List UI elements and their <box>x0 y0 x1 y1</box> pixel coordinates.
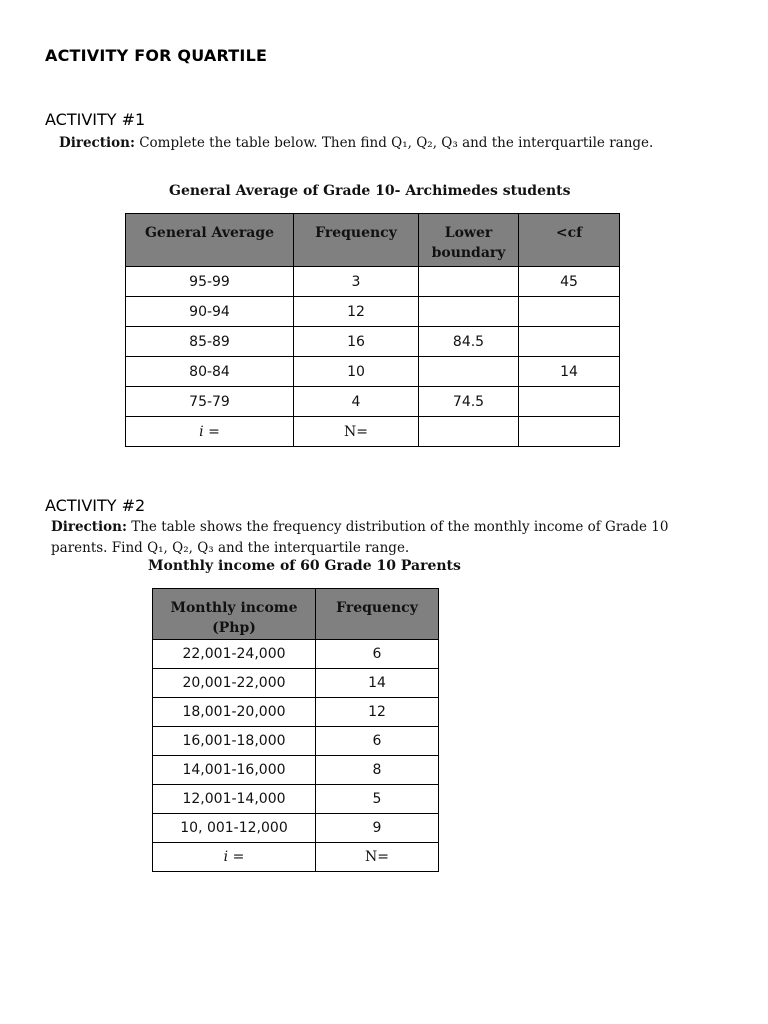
frequency-cell: 4 <box>294 387 419 417</box>
class-interval-cell: 90-94 <box>126 297 294 327</box>
table-row <box>126 297 620 327</box>
income-interval-cell: 10, 001-12,000 <box>153 814 316 843</box>
frequency-cell: 16 <box>294 327 419 357</box>
direction-label: Direction: <box>51 519 127 535</box>
table-row <box>153 785 439 814</box>
table-row <box>126 267 620 297</box>
column-header: <cf <box>519 214 620 267</box>
table-row <box>126 387 620 417</box>
class-width-cell[interactable]: i = <box>153 843 316 872</box>
activity-2-direction <box>51 517 681 559</box>
direction-text: The table shows the frequency distribution of the monthly income of Grade 10 parents. Find Q₁, Q₂, Q₃ and the interquartile range. <box>51 519 669 556</box>
table-row <box>153 640 439 669</box>
class-interval-cell: 95-99 <box>126 267 294 297</box>
class-width-cell[interactable]: i = <box>126 417 294 447</box>
table-row <box>126 357 620 387</box>
class-interval-cell: 75-79 <box>126 387 294 417</box>
income-interval-cell: 16,001-18,000 <box>153 727 316 756</box>
cf-cell[interactable]: 14 <box>519 357 620 387</box>
income-interval-cell: 22,001-24,000 <box>153 640 316 669</box>
frequency-cell: 14 <box>316 669 439 698</box>
income-interval-cell: 12,001-14,000 <box>153 785 316 814</box>
total-frequency-cell[interactable]: N= <box>294 417 419 447</box>
lower-boundary-cell[interactable]: 84.5 <box>419 327 519 357</box>
table-header-row <box>153 589 439 640</box>
activity-1-direction <box>59 133 699 154</box>
table-row <box>153 727 439 756</box>
table-1-caption: General Average of Grade 10- Archimedes students <box>169 183 571 199</box>
table-2-caption: Monthly income of 60 Grade 10 Parents <box>148 558 461 574</box>
cf-cell[interactable]: 45 <box>519 267 620 297</box>
income-interval-cell: 20,001-22,000 <box>153 669 316 698</box>
class-interval-cell: 85-89 <box>126 327 294 357</box>
lower-boundary-cell[interactable] <box>419 357 519 387</box>
column-header: Frequency <box>294 214 419 267</box>
class-interval-cell: 80-84 <box>126 357 294 387</box>
frequency-cell: 3 <box>294 267 419 297</box>
table-row <box>153 756 439 785</box>
frequency-cell: 6 <box>316 727 439 756</box>
frequency-cell: 12 <box>316 698 439 727</box>
monthly-income-table <box>152 588 439 872</box>
column-header: Lower boundary <box>419 214 519 267</box>
table-row <box>126 327 620 357</box>
page-title: ACTIVITY FOR QUARTILE <box>45 46 268 65</box>
frequency-cell: 8 <box>316 756 439 785</box>
cf-cell[interactable] <box>519 387 620 417</box>
activity-2-heading: ACTIVITY #2 <box>45 496 146 515</box>
lower-boundary-cell[interactable] <box>419 297 519 327</box>
frequency-cell: 6 <box>316 640 439 669</box>
column-header: Frequency <box>316 589 439 640</box>
income-interval-cell: 14,001-16,000 <box>153 756 316 785</box>
frequency-cell: 9 <box>316 814 439 843</box>
table-footer-row <box>126 417 620 447</box>
table-footer-row <box>153 843 439 872</box>
total-frequency-cell[interactable]: N= <box>316 843 439 872</box>
column-header: Monthly income (Php) <box>153 589 316 640</box>
lower-boundary-cell[interactable]: 74.5 <box>419 387 519 417</box>
cf-cell[interactable] <box>519 297 620 327</box>
direction-label: Direction: <box>59 135 135 151</box>
direction-text: Complete the table below. Then find Q₁, Q₂, Q₃ and the interquartile range. <box>134 135 654 151</box>
table-row <box>153 698 439 727</box>
activity-1-heading: ACTIVITY #1 <box>45 110 146 129</box>
income-interval-cell: 18,001-20,000 <box>153 698 316 727</box>
general-average-table <box>125 213 620 447</box>
frequency-cell: 10 <box>294 357 419 387</box>
table-header-row <box>126 214 620 267</box>
empty-cell <box>519 417 620 447</box>
frequency-cell: 12 <box>294 297 419 327</box>
table-row <box>153 814 439 843</box>
column-header: General Average <box>126 214 294 267</box>
empty-cell <box>419 417 519 447</box>
lower-boundary-cell[interactable] <box>419 267 519 297</box>
table-row <box>153 669 439 698</box>
frequency-cell: 5 <box>316 785 439 814</box>
cf-cell[interactable] <box>519 327 620 357</box>
